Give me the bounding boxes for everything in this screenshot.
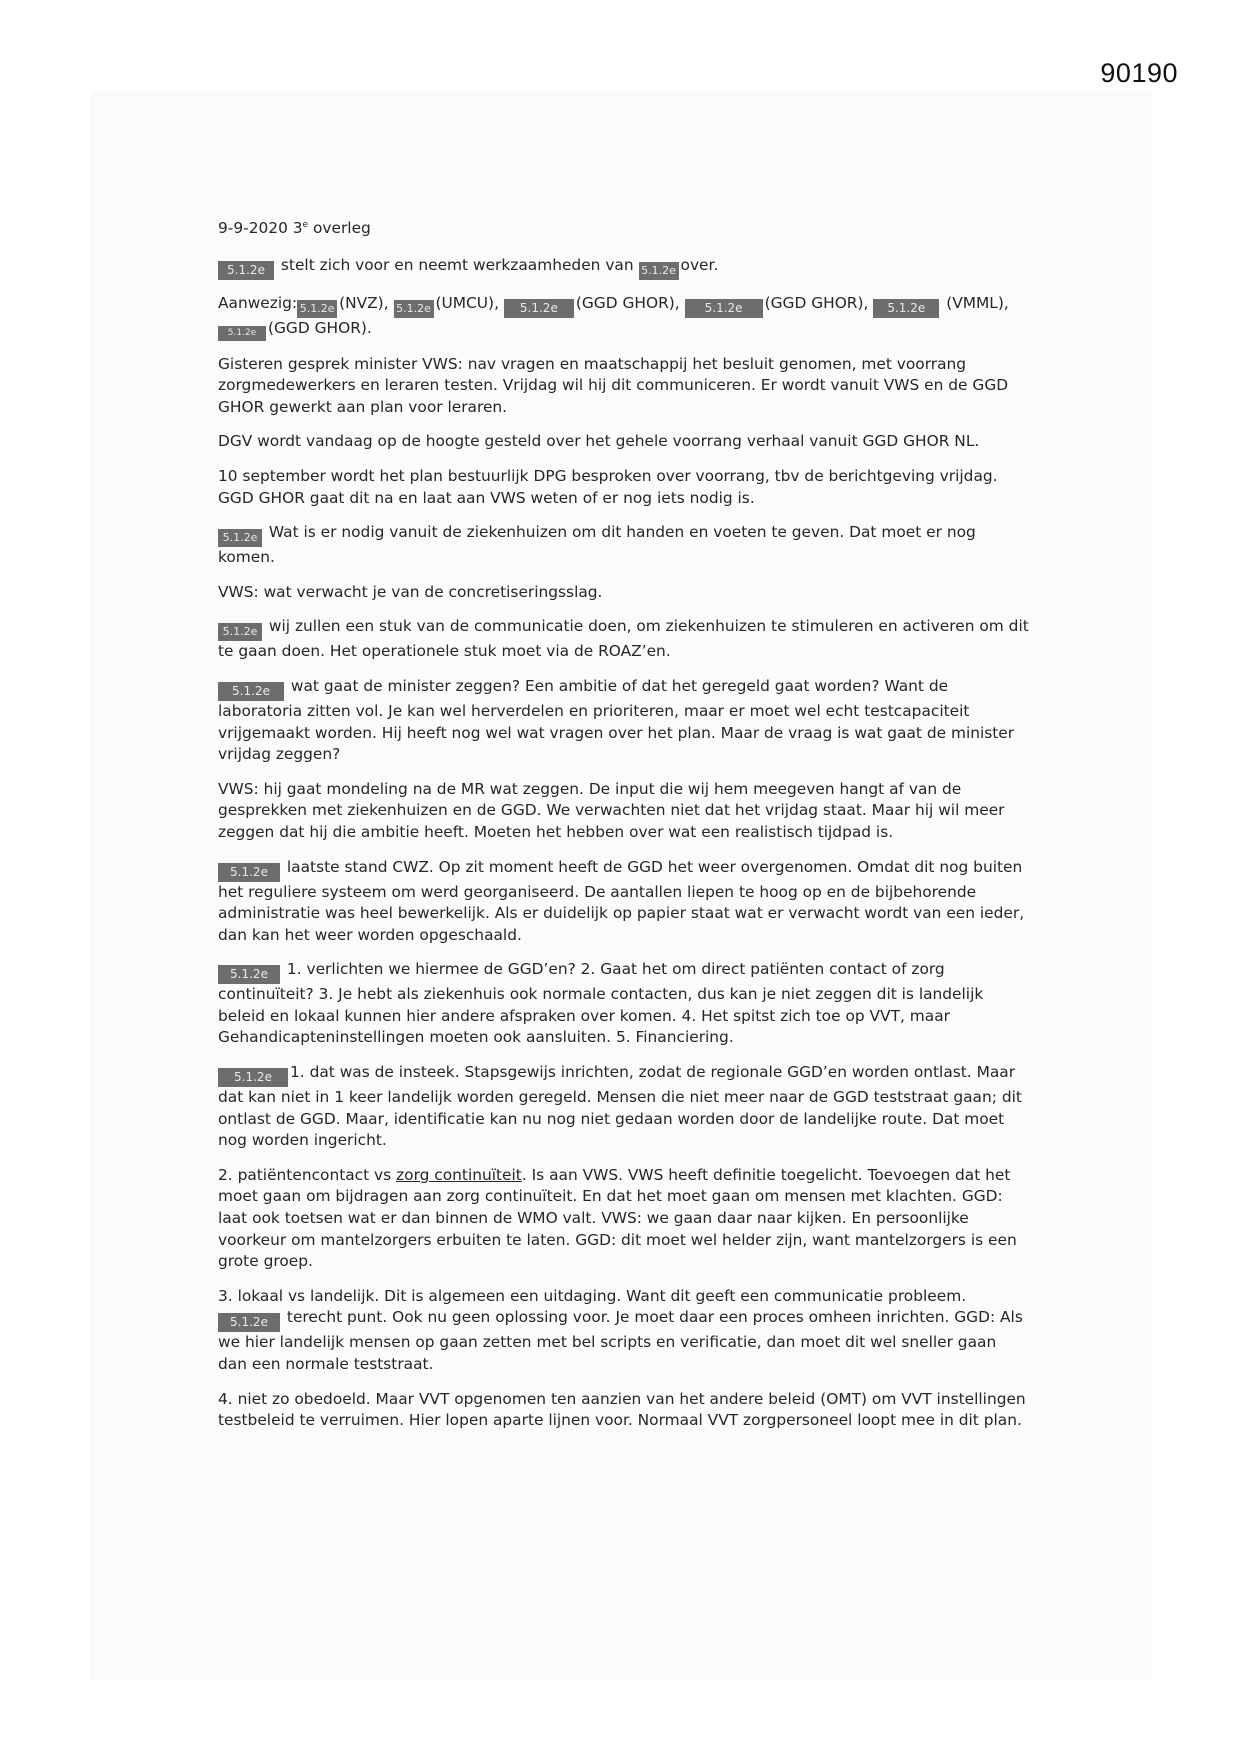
paragraph-8: VWS: hij gaat mondeling na de MR wat zeggen. De input die wij hem meegeven hangt af van de gesprekken met ziekenhuizen en de GGD. We verwachten niet dat het vrijdag staat. Maar hij wil meer zeggen dat hij die ambitie heeft. Moeten het hebben over wat een realistisch tijdpad is. — [218, 779, 1005, 841]
paragraph-12-text-end: . Is aan VWS. VWS heeft definitie toegelicht. Toevoegen dat het moet gaan om bijdragen aan zorg continuïteit. En dat het moet gaan om mensen met klachten. GGD: laat ook toetsen wat er dan binnen de WMO valt. VWS: we gaan daar naar kijken. En persoonlijke voorkeur om mantelzorgers erbuiten te laten. GGD: dit moet wel helder zijn, want mantelzorgers is een grote groep. — [218, 1165, 1017, 1271]
redaction-box: 5.1.2e — [218, 965, 280, 984]
attendees-paragraph — [218, 293, 1030, 341]
attendees-label: Aanwezig: — [218, 293, 298, 312]
paragraph-5: VWS: wat verwacht je van de concretiseringsslag. — [218, 582, 603, 601]
redaction-box: 5.1.2e — [297, 300, 337, 318]
paragraph-7 — [218, 676, 1030, 766]
paragraph-12 — [218, 1165, 1030, 1273]
paragraph-6-text: wij zullen een stuk van de communicatie doen, om ziekenhuizen te stimuleren en activeren om dit te gaan doen. Het operationele stuk moet via de ROAZ’en. — [218, 617, 1029, 661]
attendee-org: (VMML), — [946, 293, 1009, 312]
document-number: 90190 — [1100, 58, 1178, 88]
paragraph-4 — [218, 522, 1030, 569]
redaction-box: 5.1.2e — [218, 623, 262, 641]
ordinal-suffix: e — [302, 219, 309, 230]
redaction-box: 5.1.2e — [218, 326, 266, 341]
paragraph-11 — [218, 1062, 1030, 1152]
paragraph-9-text: laatste stand CWZ. Op zit moment heeft de GGD het weer overgenomen. Omdat dit nog buiten het reguliere systeem om werd georganiseerd. De aantallen liepen te hoog op en de bijbehorende administratie was heel bewerkelijk. Als er duidelijk op papier staat wat er verwacht wordt van een ieder, dan kan het weer worden opgeschaald. — [218, 857, 1025, 944]
redaction-box: 5.1.2e — [504, 299, 574, 318]
paragraph-13-text: 3. lokaal vs landelijk. Dit is algemeen een uitdaging. Want dit geeft een communicatie probleem. — [218, 1286, 967, 1305]
redaction-box: 5.1.2e — [218, 261, 274, 280]
paragraph-12-text: 2. patiëntencontact vs — [218, 1165, 397, 1184]
meeting-title — [218, 218, 1030, 240]
attendee-org: (UMCU), — [435, 293, 499, 312]
attendee-org: (NVZ), — [339, 293, 389, 312]
redaction-box: 5.1.2e — [394, 300, 434, 318]
intro-text: stelt zich voor en neemt werkzaamheden van — [280, 255, 634, 274]
paragraph-7-text: wat gaat de minister zeggen? Een ambitie of dat het geregeld gaat worden? Want de laboratoria zitten vol. Je kan wel herverdelen en prioriteren, maar er moet wel echt testcapaciteit vrijgemaakt worden. Hij heeft nog wel wat vragen over het plan. Maar de vraag is wat gaat de minister vrijdag zeggen? — [218, 676, 1015, 764]
paragraph-6 — [218, 616, 1030, 663]
paragraph-10-text: 1. verlichten we hiermee de GGD’en? 2. Gaat het om direct patiënten contact of zorg continuïteit? 3. Je hebt als ziekenhuis ook normale contacten, dus kan je niet zeggen dit is landelijk beleid en lokaal kunnen hier andere afspraken over komen. 4. Het spitst zich toe op VVT, maar Gehandicapteninstellingen moeten ook aansluiten. 5. Financiering. — [218, 960, 984, 1047]
paragraph-14: 4. niet zo obedoeld. Maar VVT opgenomen ten aanzien van het andere beleid (OMT) om VVT instellingen testbeleid te verruimen. Hier lopen aparte lijnen voor. Normaal VVT zorgpersoneel loopt mee in dit plan. — [218, 1389, 1026, 1430]
redaction-box: 5.1.2e — [218, 863, 280, 882]
paragraph-3: 10 september wordt het plan bestuurlijk DPG besproken over voorrang, tbv de berichtgeving vrijdag. GGD GHOR gaat dit na en laat aan VWS weten of er nog iets nodig is. — [218, 466, 998, 507]
redaction-box: 5.1.2e — [218, 1313, 280, 1332]
paragraph-9 — [218, 857, 1030, 947]
paragraph-4-text: Wat is er nodig vanuit de ziekenhuizen om dit handen en voeten te geven. Dat moet er nog komen. — [218, 523, 976, 567]
redaction-box: 5.1.2e — [685, 299, 763, 318]
paragraph-1: Gisteren gesprek minister VWS: nav vragen en maatschappij het besluit genomen, met voorrang zorgmedewerkers en leraren testen. Vrijdag wil hij dit communiceren. Er wordt vanuit VWS en de GGD GHOR gewerkt aan plan voor leraren. — [218, 354, 1009, 416]
redaction-box: 5.1.2e — [218, 529, 262, 547]
paragraph-11-text: 1. dat was de insteek. Stapsgewijs inrichten, zodat de regionale GGD’en worden ontlast. Maar dat kan niet in 1 keer landelijk worden geregeld. Mensen die niet meer naar de GGD teststraat gaan; dit ontlast de GGD. Maar, identificatie kan nu nog niet gedaan worden door de landelijke route. Dat moet nog worden ingericht. — [218, 1063, 1022, 1150]
paragraph-10 — [218, 959, 1030, 1049]
underlined-term: zorg continuïteit — [396, 1165, 522, 1184]
intro-text-end: over. — [680, 255, 719, 274]
paragraph-13 — [218, 1286, 1030, 1376]
meeting-title-rest: overleg — [308, 219, 371, 237]
paragraph-13-text-end: terecht punt. Ook nu geen oplossing voor. Je moet daar een proces omheen inrichten. GGD: Als we hier landelijk mensen op gaan zetten met bel scripts en verificatie, dan moet dit wel sneller gaan dan een normale teststraat. — [218, 1308, 1023, 1373]
meeting-date: 9-9-2020 3 — [218, 219, 303, 237]
redaction-box: 5.1.2e — [873, 299, 939, 318]
attendee-org: (GGD GHOR). — [268, 318, 372, 337]
meeting-notes — [218, 218, 1030, 1445]
intro-paragraph — [218, 255, 1030, 280]
attendee-org: (GGD GHOR), — [575, 293, 680, 312]
redaction-box: 5.1.2e — [639, 262, 679, 280]
attendee-org: (GGD GHOR), — [764, 293, 869, 312]
redaction-box: 5.1.2e — [218, 1068, 288, 1087]
redaction-box: 5.1.2e — [218, 682, 284, 701]
paragraph-2: DGV wordt vandaag op de hoogte gesteld over het gehele voorrang verhaal vanuit GGD GHOR NL. — [218, 432, 980, 451]
